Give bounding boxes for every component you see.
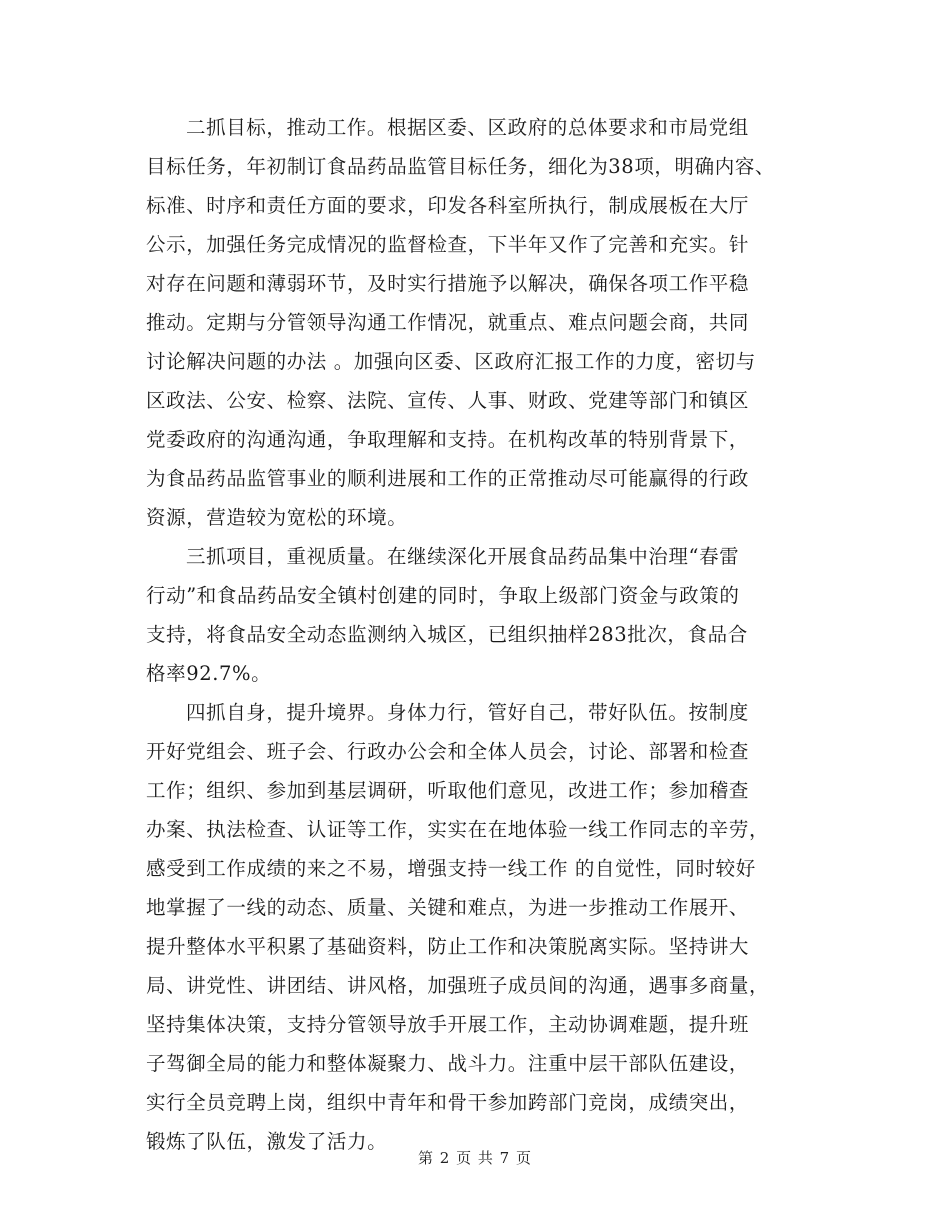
paragraph-2-line-6: 推动。定期与分管领导沟通工作情况，就重点、难点问题会商，共同 (146, 311, 750, 334)
paragraph-4-line-9: 坚持集体决策，支持分管领导放手开展工作，主动协调难题，提升班 (146, 1013, 750, 1036)
paragraph-2-line-3: 标准、时序和责任方面的要求，印发各科室所执行，制成展板在大厅 (146, 194, 750, 217)
paragraph-4-line-11: 实行全员竞聘上岗，组织中青年和骨干参加跨部门竞岗，成绩突出， (146, 1091, 750, 1114)
paragraph-4-line-10: 子驾御全局的能力和整体凝聚力、战斗力。注重中层干部队伍建设， (146, 1052, 750, 1075)
paragraph-4-line-7: 提升整体水平积累了基础资料，防止工作和决策脱离实际。坚持讲大 (146, 935, 750, 958)
paragraph-2-line-2: 目标任务，年初制订食品药品监管目标任务，细化为38项，明确内容、 (146, 155, 776, 178)
page-number-footer: 第 2 页 共 7 页 (418, 1149, 532, 1167)
paragraph-3-line-1: 三抓项目，重视质量。在继续深化开展食品药品集中治理“春雷 (186, 545, 740, 568)
paragraph-4-line-6: 地掌握了一线的动态、质量、关键和难点，为进一步推动工作展开、 (146, 896, 750, 919)
paragraph-4-line-8: 局、讲党性、讲团结、讲风格，加强班子成员间的沟通，遇事多商量， (146, 974, 770, 997)
paragraph-2-line-7: 讨论解决问题的办法 。加强向区委、区政府汇报工作的力度，密切与 (146, 350, 756, 373)
document-body (146, 108, 826, 1161)
paragraph-4-line-5: 感受到工作成绩的来之不易，增强支持一线工作 的自觉性，同时较好 (146, 857, 756, 880)
paragraph-3-line-3: 支持，将食品安全动态监测纳入城区，已组织抽样283批次，食品合 (146, 623, 748, 646)
paragraph-2-line-8: 区政法、公安、检察、法院、宣传、人事、财政、党建等部门和镇区 (146, 389, 750, 412)
paragraph-4-line-3: 工作；组织、参加到基层调研，听取他们意见，改进工作；参加稽查 (146, 779, 750, 802)
paragraph-2-line-9: 党委政府的沟通沟通，争取理解和支持。在机构改革的特别背景下， (146, 428, 750, 451)
paragraph-4-line-4: 办案、执法检查、认证等工作，实实在在地体验一线工作同志的辛劳， (146, 818, 770, 841)
paragraph-2-line-11: 资源，营造较为宽松的环境。 (146, 506, 408, 529)
paragraph-2-line-10: 为食品药品监管事业的顺利进展和工作的正常推动尽可能赢得的行政 (146, 467, 750, 490)
paragraph-4-line-1: 四抓自身，提升境界。身体力行，管好自己，带好队伍。按制度 (186, 701, 749, 724)
paragraph-3-line-2: 行动”和食品药品安全镇村创建的同时，争取上级部门资金与政策的 (146, 584, 740, 607)
paragraph-2-line-1: 二抓目标，推动工作。根据区委、区政府的总体要求和市局党组 (186, 116, 749, 139)
paragraph-4-line-2: 开好党组会、班子会、行政办公会和全体人员会，讨论、部署和检查 (146, 740, 750, 763)
paragraph-2-line-5: 对存在问题和薄弱环节，及时实行措施予以解决，确保各项工作平稳 (146, 272, 750, 295)
paragraph-3-line-4: 格率92.7%。 (146, 662, 272, 685)
paragraph-4-line-12: 锻炼了队伍，激发了活力。 (146, 1130, 388, 1153)
paragraph-2-line-4: 公示，加强任务完成情况的监督检查，下半年又作了完善和充实。针 (146, 233, 750, 256)
